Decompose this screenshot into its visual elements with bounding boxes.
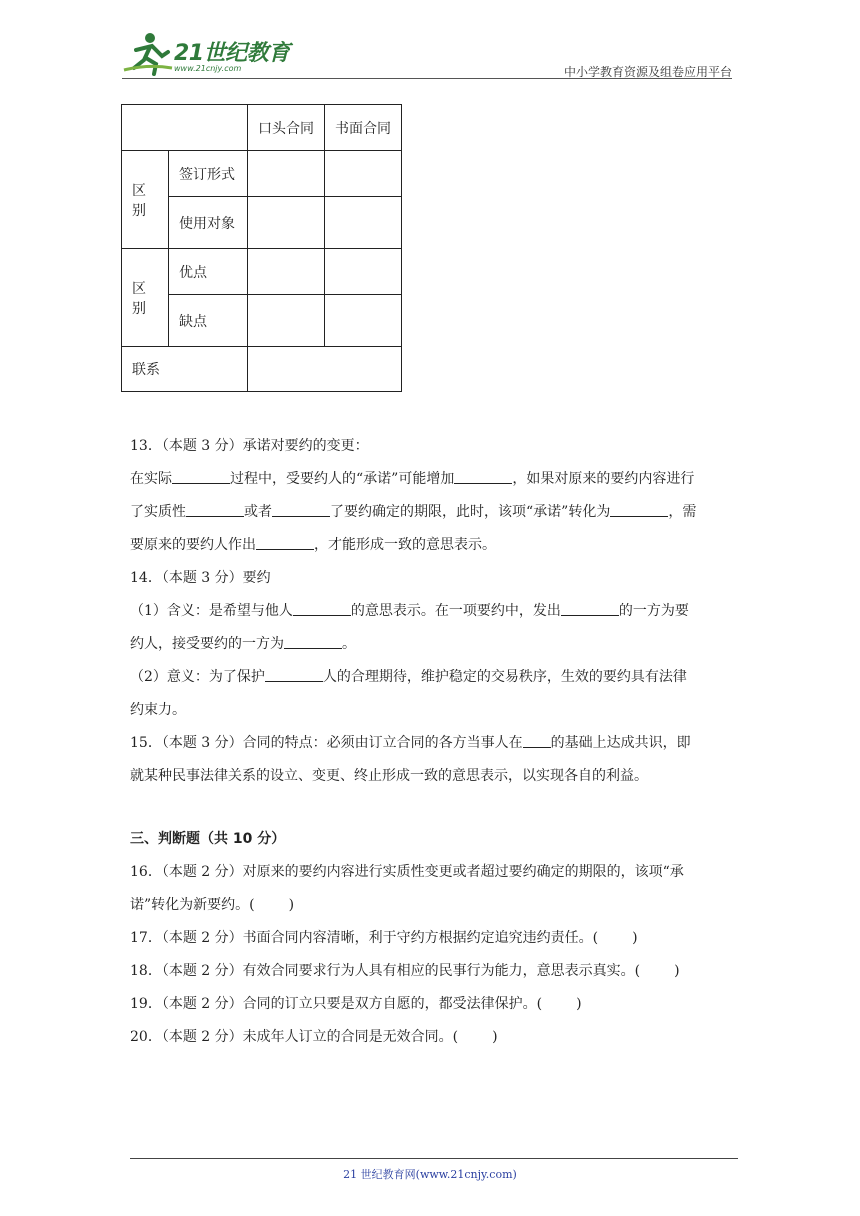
answer-cell[interactable] bbox=[248, 197, 325, 249]
q13-line-3 bbox=[130, 529, 730, 562]
header-oral-contract: 口头合同 bbox=[248, 105, 325, 151]
answer-cell[interactable] bbox=[325, 295, 402, 347]
header-divider bbox=[122, 78, 732, 79]
answer-cell[interactable] bbox=[248, 249, 325, 295]
fill-blank[interactable] bbox=[256, 535, 314, 550]
footer-divider bbox=[130, 1158, 738, 1159]
row-label-advantage: 优点 bbox=[169, 249, 248, 295]
fill-blank[interactable] bbox=[172, 469, 230, 484]
row-label-link: 联系 bbox=[122, 347, 248, 392]
q14-title: 14．（本题 3 分）要约 bbox=[130, 570, 271, 586]
row-label-disadvantage: 缺点 bbox=[169, 295, 248, 347]
row-label-object: 使用对象 bbox=[169, 197, 248, 249]
q16-line-1: 16．（本题 2 分）对原来的要约内容进行实质性变更或者超过要约确定的期限的，该项“承 bbox=[130, 864, 684, 880]
fill-blank[interactable] bbox=[523, 733, 551, 748]
q18 bbox=[130, 955, 730, 988]
fill-blank[interactable] bbox=[293, 601, 351, 616]
text: ，需 bbox=[668, 504, 697, 520]
q15-line-2: 就某种民事法律关系的设立、变更、终止形成一致的意思表示，以实现各自的利益。 bbox=[130, 768, 648, 784]
text: 人的合理期待，维护稳定的交易秩序，生效的要约具有法律 bbox=[322, 669, 687, 685]
site-logo bbox=[122, 30, 292, 78]
footer-link[interactable]: 21 世纪教育网(www.21cnjy.com) bbox=[343, 1168, 517, 1181]
q13-title: 13．（本题 3 分）承诺对要约的变更： bbox=[130, 438, 369, 454]
contract-comparison-table bbox=[121, 104, 402, 392]
q14-line-1 bbox=[130, 595, 730, 628]
q14-line-4: 约束力。 bbox=[130, 702, 186, 718]
row-label-form: 签订形式 bbox=[169, 151, 248, 197]
group-label-difference-1: 区别 bbox=[122, 151, 169, 249]
text: （2）意义：为了保护 bbox=[130, 669, 265, 685]
q13-line-1 bbox=[130, 463, 730, 496]
text: 15．（本题 3 分）合同的特点：必须由订立合同的各方当事人在 bbox=[130, 735, 523, 751]
text: 的基础上达成共识，即 bbox=[550, 735, 691, 751]
text: 要原来的要约人作出 bbox=[130, 537, 256, 553]
fill-blank[interactable] bbox=[265, 667, 323, 682]
q14-line-2 bbox=[130, 628, 730, 661]
fill-blank[interactable] bbox=[610, 502, 668, 517]
q20 bbox=[130, 1021, 730, 1054]
q14-line-3 bbox=[130, 661, 730, 694]
text: 或者 bbox=[244, 504, 272, 520]
text: （1）含义：是希望与他人 bbox=[130, 603, 293, 619]
logo-url: www.21cnjy.com bbox=[174, 64, 242, 73]
q16-line-2 bbox=[130, 889, 730, 922]
page-header bbox=[122, 30, 732, 80]
text: 的意思表示。在一项要约中，发出 bbox=[350, 603, 561, 619]
fill-blank[interactable] bbox=[454, 469, 512, 484]
answer-cell[interactable] bbox=[248, 295, 325, 347]
fill-blank[interactable] bbox=[561, 601, 619, 616]
group-label-difference-2: 区别 bbox=[122, 249, 169, 347]
fill-blank[interactable] bbox=[272, 502, 330, 517]
platform-title: 中小学教育资源及组卷应用平台 bbox=[563, 65, 732, 79]
text: 过程中，受要约人的“承诺”可能增加 bbox=[230, 471, 455, 487]
q15-line-1 bbox=[130, 727, 730, 760]
text: 。 bbox=[342, 636, 356, 652]
text: ) bbox=[632, 930, 638, 946]
text: ，如果对原来的要约内容进行 bbox=[512, 471, 695, 487]
fill-blank[interactable] bbox=[186, 502, 244, 517]
fill-blank[interactable] bbox=[284, 634, 342, 649]
text: ) bbox=[288, 897, 295, 913]
answer-cell[interactable] bbox=[325, 197, 402, 249]
text: 约人，接受要约的一方为 bbox=[130, 636, 284, 652]
text: ) bbox=[674, 963, 680, 979]
answer-cell[interactable] bbox=[248, 151, 325, 197]
runner-icon bbox=[122, 30, 174, 76]
text: 了要约确定的期限，此时，该项“承诺”转化为 bbox=[330, 504, 611, 520]
text: 19．（本题 2 分）合同的订立只要是双方自愿的，都受法律保护。( bbox=[130, 996, 543, 1012]
answer-cell[interactable] bbox=[248, 347, 402, 392]
answer-cell[interactable] bbox=[325, 249, 402, 295]
text: 诺”转化为新要约。( bbox=[130, 897, 255, 913]
question-content bbox=[130, 430, 730, 1054]
text: 了实质性 bbox=[130, 504, 186, 520]
text: ，才能形成一致的意思表示。 bbox=[314, 537, 496, 553]
table-corner-cell bbox=[122, 105, 248, 151]
text: ) bbox=[576, 996, 582, 1012]
answer-cell[interactable] bbox=[325, 151, 402, 197]
text: 的一方为要 bbox=[618, 603, 689, 619]
logo-text: 21世纪教育 bbox=[174, 41, 290, 66]
q17 bbox=[130, 922, 730, 955]
q19 bbox=[130, 988, 730, 1021]
text: 在实际 bbox=[130, 471, 172, 487]
q13-line-2 bbox=[130, 496, 730, 529]
header-written-contract: 书面合同 bbox=[325, 105, 402, 151]
section-title: 三、判断题（共 10 分） bbox=[130, 831, 286, 847]
text: 20．（本题 2 分）未成年人订立的合同是无效合同。( bbox=[130, 1029, 459, 1045]
text: 17．（本题 2 分）书面合同内容清晰，利于守约方根据约定追究违约责任。( bbox=[130, 930, 599, 946]
text: ) bbox=[492, 1029, 498, 1045]
text: 18．（本题 2 分）有效合同要求行为人具有相应的民事行为能力，意思表示真实。( bbox=[130, 963, 641, 979]
